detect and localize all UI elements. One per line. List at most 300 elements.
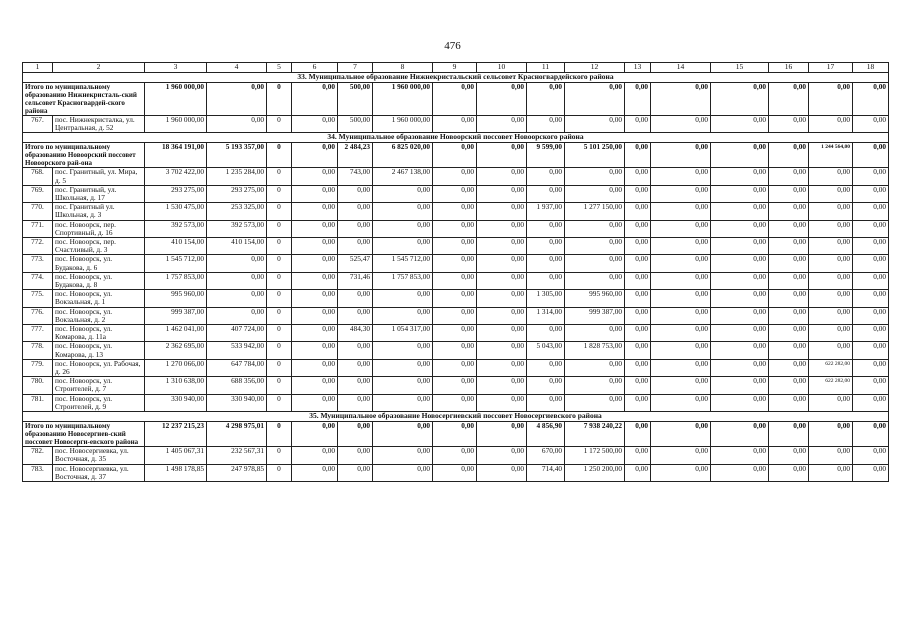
row-value: 410 154,00: [207, 238, 267, 255]
row-value: 0: [267, 255, 292, 272]
row-address: пос. Новоорск, пер. Спортивный, д. 16: [53, 220, 145, 237]
total-value: 0,00: [625, 422, 651, 447]
row-value: 533 942,00: [207, 342, 267, 359]
total-value: 0,00: [769, 422, 809, 447]
total-value: 0,00: [565, 83, 625, 116]
row-value: 0,00: [527, 116, 565, 133]
row-value: 0,00: [373, 185, 433, 202]
row-value: 0,00: [338, 220, 373, 237]
row-value: 0,00: [711, 359, 769, 376]
row-value: 0,00: [711, 307, 769, 324]
row-value: 0,00: [809, 325, 853, 342]
total-value: 0,00: [292, 83, 338, 116]
row-value: 622 282,00: [809, 359, 853, 376]
row-value: 0: [267, 290, 292, 307]
row-value: 1 270 066,00: [145, 359, 207, 376]
row-value: 0,00: [477, 168, 527, 185]
row-value: 0,00: [527, 394, 565, 411]
row-value: 0,00: [853, 203, 889, 220]
total-value: 0,00: [433, 422, 477, 447]
row-value: 0,00: [809, 342, 853, 359]
total-label: Итого по муниципальному образованию Нижнекристаль-ский сельсовет Красногвардей-ского района: [23, 83, 145, 116]
row-value: 0,00: [711, 290, 769, 307]
row-number: 779.: [23, 359, 53, 376]
row-value: 688 356,00: [207, 377, 267, 394]
total-value: 18 364 191,00: [145, 143, 207, 168]
row-value: 0,00: [292, 116, 338, 133]
row-value: 0,00: [207, 307, 267, 324]
row-value: 0,00: [853, 447, 889, 464]
row-value: 0,00: [433, 272, 477, 289]
row-address: пос. Новосергиевка, ул. Восточная, д. 35: [53, 447, 145, 464]
row-number: 770.: [23, 203, 53, 220]
table-row: [23, 185, 889, 202]
row-value: 0,00: [433, 116, 477, 133]
table-row: [23, 394, 889, 411]
row-value: 0,00: [207, 290, 267, 307]
row-value: 0,00: [433, 255, 477, 272]
row-value: 0,00: [769, 238, 809, 255]
row-value: 0,00: [711, 447, 769, 464]
total-value: 0,00: [711, 143, 769, 168]
section-title-row: [23, 73, 889, 83]
row-address: пос. Новоорск, ул. Комарова, д. 11а: [53, 325, 145, 342]
row-value: 0,00: [527, 377, 565, 394]
row-value: 410 154,00: [145, 238, 207, 255]
row-value: 0,00: [625, 220, 651, 237]
row-value: 731,46: [338, 272, 373, 289]
row-value: 0,00: [711, 255, 769, 272]
row-value: 0: [267, 116, 292, 133]
table-body: [23, 63, 889, 482]
row-value: 407 724,00: [207, 325, 267, 342]
column-header: 10: [477, 63, 527, 73]
total-value: 1 960 000,00: [145, 83, 207, 116]
row-value: 525,47: [338, 255, 373, 272]
row-value: 0,00: [207, 116, 267, 133]
row-value: 0,00: [373, 238, 433, 255]
row-value: 1 462 041,00: [145, 325, 207, 342]
row-value: 0,00: [527, 220, 565, 237]
row-value: 999 387,00: [145, 307, 207, 324]
total-value: 0,00: [853, 83, 889, 116]
row-value: 330 940,00: [207, 394, 267, 411]
column-header: 9: [433, 63, 477, 73]
row-value: 0: [267, 342, 292, 359]
table-row: [23, 447, 889, 464]
row-value: 0,00: [853, 255, 889, 272]
row-value: 0,00: [809, 238, 853, 255]
row-value: 0,00: [809, 394, 853, 411]
total-value: 0,00: [769, 83, 809, 116]
row-value: 0,00: [769, 203, 809, 220]
total-value: 0: [267, 83, 292, 116]
row-value: 0,00: [853, 377, 889, 394]
total-value: 0,00: [477, 83, 527, 116]
row-value: 0,00: [853, 290, 889, 307]
column-header: 5: [267, 63, 292, 73]
row-value: 0,00: [769, 359, 809, 376]
row-value: 0,00: [853, 325, 889, 342]
row-address: пос. Новосергиевка, ул. Восточная, д. 37: [53, 464, 145, 481]
row-value: 0,00: [433, 447, 477, 464]
row-address: пос. Новоорск, ул. Строителей, д. 9: [53, 394, 145, 411]
row-value: 0,00: [477, 116, 527, 133]
row-value: 0,00: [711, 238, 769, 255]
row-value: 0,00: [711, 325, 769, 342]
row-value: 0,00: [433, 238, 477, 255]
row-value: 0,00: [207, 255, 267, 272]
row-value: 0,00: [625, 203, 651, 220]
total-row: [23, 422, 889, 447]
row-value: 500,00: [338, 116, 373, 133]
total-value: 4 856,90: [527, 422, 565, 447]
table-row: [23, 325, 889, 342]
row-value: 0,00: [711, 272, 769, 289]
row-address: пос. Новоорск, ул. Вокзальная, д. 2: [53, 307, 145, 324]
row-number: 768.: [23, 168, 53, 185]
total-value: 500,00: [338, 83, 373, 116]
row-value: 1 960 000,00: [145, 116, 207, 133]
row-value: 0,00: [477, 220, 527, 237]
row-value: 0,00: [433, 325, 477, 342]
row-value: 1 314,00: [527, 307, 565, 324]
row-value: 0: [267, 394, 292, 411]
row-value: 0,00: [338, 447, 373, 464]
row-value: 0,00: [338, 238, 373, 255]
row-value: 622 282,00: [809, 377, 853, 394]
row-value: 0,00: [565, 359, 625, 376]
total-value: 9 599,00: [527, 143, 565, 168]
row-value: 0,00: [292, 342, 338, 359]
total-value: 0,00: [433, 143, 477, 168]
column-header: 3: [145, 63, 207, 73]
row-value: 0,00: [565, 272, 625, 289]
table-row: [23, 116, 889, 133]
row-value: 0,00: [565, 116, 625, 133]
row-value: 0,00: [711, 394, 769, 411]
row-value: 1 054 317,00: [373, 325, 433, 342]
row-value: 1 172 500,00: [565, 447, 625, 464]
row-value: 293 275,00: [207, 185, 267, 202]
row-value: 0,00: [433, 220, 477, 237]
row-value: 0,00: [292, 168, 338, 185]
row-value: 0,00: [373, 464, 433, 481]
row-value: 0,00: [433, 168, 477, 185]
row-number: 780.: [23, 377, 53, 394]
row-value: 0,00: [625, 377, 651, 394]
row-value: 0,00: [809, 255, 853, 272]
row-value: 0,00: [769, 255, 809, 272]
row-value: 0,00: [477, 203, 527, 220]
row-value: 0,00: [711, 168, 769, 185]
total-value: 12 237 215,23: [145, 422, 207, 447]
row-value: 0,00: [651, 464, 711, 481]
row-value: 0,00: [292, 307, 338, 324]
row-value: 0,00: [651, 272, 711, 289]
total-value: 6 825 020,00: [373, 143, 433, 168]
total-value: 0,00: [292, 143, 338, 168]
table-row: [23, 290, 889, 307]
row-value: 0,00: [338, 377, 373, 394]
column-header: 11: [527, 63, 565, 73]
row-value: 0: [267, 220, 292, 237]
row-value: 0,00: [338, 342, 373, 359]
row-value: 1 960 000,00: [373, 116, 433, 133]
row-value: 0,00: [651, 168, 711, 185]
row-value: 0,00: [477, 377, 527, 394]
row-value: 0,00: [338, 394, 373, 411]
row-value: 0,00: [433, 307, 477, 324]
row-value: 2 362 695,00: [145, 342, 207, 359]
row-value: 0,00: [809, 307, 853, 324]
row-value: 0,00: [853, 220, 889, 237]
row-value: 0,00: [651, 394, 711, 411]
table-row: [23, 220, 889, 237]
row-value: 0,00: [373, 447, 433, 464]
total-value: 0,00: [809, 422, 853, 447]
row-value: 0,00: [433, 394, 477, 411]
row-value: 0,00: [292, 220, 338, 237]
total-value: 0,00: [651, 422, 711, 447]
row-value: 0,00: [769, 185, 809, 202]
row-value: 0,00: [373, 377, 433, 394]
total-value: 1 960 000,00: [373, 83, 433, 116]
row-value: 0,00: [769, 116, 809, 133]
row-value: 0,00: [433, 377, 477, 394]
row-value: 0,00: [207, 272, 267, 289]
row-value: 5 043,00: [527, 342, 565, 359]
total-row: [23, 143, 889, 168]
column-header: 1: [23, 63, 53, 73]
row-value: 0,00: [565, 325, 625, 342]
row-address: пос. Новоорск, ул. Рабочая, д. 26: [53, 359, 145, 376]
row-value: 0,00: [565, 394, 625, 411]
column-header: 2: [53, 63, 145, 73]
column-header: 6: [292, 63, 338, 73]
table-row: [23, 377, 889, 394]
row-value: 647 784,00: [207, 359, 267, 376]
section-title-row: [23, 133, 889, 143]
row-value: 0,00: [292, 394, 338, 411]
total-value: 0,00: [292, 422, 338, 447]
row-value: 0,00: [769, 464, 809, 481]
row-value: 0,00: [477, 307, 527, 324]
row-value: 392 573,00: [207, 220, 267, 237]
table-row: [23, 464, 889, 481]
column-header: 4: [207, 63, 267, 73]
row-value: 0,00: [625, 185, 651, 202]
row-value: 0,00: [769, 394, 809, 411]
row-number: 775.: [23, 290, 53, 307]
row-value: 0,00: [853, 307, 889, 324]
row-address: пос. Гранитный, ул. Мира, д. 5: [53, 168, 145, 185]
total-value: 0,00: [651, 83, 711, 116]
row-value: 0,00: [651, 447, 711, 464]
row-value: 0,00: [527, 359, 565, 376]
table-row: [23, 255, 889, 272]
row-number: 767.: [23, 116, 53, 133]
column-header: 14: [651, 63, 711, 73]
row-value: 0,00: [853, 464, 889, 481]
row-value: 0,00: [809, 220, 853, 237]
row-value: 999 387,00: [565, 307, 625, 324]
row-number: 783.: [23, 464, 53, 481]
row-number: 774.: [23, 272, 53, 289]
row-value: 0,00: [292, 203, 338, 220]
row-number: 771.: [23, 220, 53, 237]
row-address: пос. Новоорск, ул. Будаковa, д. 6: [53, 255, 145, 272]
total-value: 0,00: [338, 422, 373, 447]
column-header: 16: [769, 63, 809, 73]
row-value: 0,00: [809, 116, 853, 133]
total-value: 5 101 250,00: [565, 143, 625, 168]
row-value: 0: [267, 272, 292, 289]
row-number: 772.: [23, 238, 53, 255]
total-label: Итого по муниципальному образованию Новосергиев-ский поссовет Новосерги-евского района: [23, 422, 145, 447]
row-value: 0,00: [338, 290, 373, 307]
total-value: 0,00: [853, 143, 889, 168]
row-value: 0,00: [769, 447, 809, 464]
row-value: 0,00: [477, 342, 527, 359]
row-value: 0,00: [527, 325, 565, 342]
row-value: 0,00: [527, 255, 565, 272]
row-value: 392 573,00: [145, 220, 207, 237]
row-value: 0,00: [338, 464, 373, 481]
row-value: 0,00: [477, 325, 527, 342]
row-value: 0,00: [565, 238, 625, 255]
row-value: 0,00: [853, 272, 889, 289]
row-value: 0: [267, 359, 292, 376]
row-value: 0,00: [292, 447, 338, 464]
total-row: [23, 83, 889, 116]
row-value: 1 757 853,00: [373, 272, 433, 289]
row-address: пос. Новоорск, ул. Будакова, д. 8: [53, 272, 145, 289]
row-value: 1 277 150,00: [565, 203, 625, 220]
row-value: 0,00: [338, 307, 373, 324]
total-value: 0,00: [433, 83, 477, 116]
row-address: пос. Новоорск, ул. Вокзальная, д. 1: [53, 290, 145, 307]
row-value: 1 305,00: [527, 290, 565, 307]
table-row: [23, 238, 889, 255]
column-header: 7: [338, 63, 373, 73]
row-value: 0,00: [477, 255, 527, 272]
row-value: 0,00: [625, 168, 651, 185]
row-value: 995 960,00: [145, 290, 207, 307]
row-value: 0,00: [769, 272, 809, 289]
total-value: 0,00: [373, 422, 433, 447]
row-value: 0,00: [809, 185, 853, 202]
row-value: 0: [267, 203, 292, 220]
row-value: 1 235 284,00: [207, 168, 267, 185]
row-value: 0: [267, 447, 292, 464]
row-value: 0,00: [651, 359, 711, 376]
total-value: 4 298 975,01: [207, 422, 267, 447]
column-header: 8: [373, 63, 433, 73]
total-value: 0,00: [651, 143, 711, 168]
section-title: 33. Муниципальное образование Нижнекристальский сельсовет Красногвардейского района: [23, 73, 889, 83]
row-value: 0,00: [651, 377, 711, 394]
row-value: 0,00: [853, 116, 889, 133]
row-value: 0,00: [625, 394, 651, 411]
row-value: 0,00: [433, 185, 477, 202]
row-value: 0,00: [527, 185, 565, 202]
row-value: 0: [267, 307, 292, 324]
row-value: 0,00: [292, 464, 338, 481]
row-address: пос. Гранитный, ул. Школьная, д. 17: [53, 185, 145, 202]
row-value: 0,00: [565, 185, 625, 202]
total-value: 0,00: [477, 143, 527, 168]
row-value: 0,00: [853, 185, 889, 202]
row-value: 1 757 853,00: [145, 272, 207, 289]
row-address: пос. Гранитный ул. Школьная, д. 3: [53, 203, 145, 220]
row-value: 0,00: [769, 290, 809, 307]
row-value: 0,00: [769, 220, 809, 237]
total-value: 5 193 357,00: [207, 143, 267, 168]
row-value: 1 828 753,00: [565, 342, 625, 359]
row-value: 0,00: [651, 325, 711, 342]
row-value: 0,00: [651, 307, 711, 324]
row-value: 0,00: [711, 342, 769, 359]
row-address: пос. Нижнекристалка, ул. Центральная, д. 52: [53, 116, 145, 133]
row-value: 0,00: [527, 238, 565, 255]
row-value: 0,00: [338, 359, 373, 376]
table-row: [23, 272, 889, 289]
row-value: 0: [267, 377, 292, 394]
row-value: 0,00: [711, 203, 769, 220]
capital-repair-table: [22, 62, 889, 482]
row-value: 714,40: [527, 464, 565, 481]
row-value: 0,00: [373, 342, 433, 359]
row-value: 0,00: [853, 394, 889, 411]
row-value: 995 960,00: [565, 290, 625, 307]
row-value: 232 567,31: [207, 447, 267, 464]
row-value: 0,00: [565, 220, 625, 237]
column-header: 17: [809, 63, 853, 73]
row-value: 0,00: [292, 325, 338, 342]
row-value: 0,00: [853, 359, 889, 376]
total-value: 0,00: [769, 143, 809, 168]
column-header: 13: [625, 63, 651, 73]
row-value: 0,00: [292, 238, 338, 255]
row-value: 0,00: [625, 255, 651, 272]
row-value: 0,00: [292, 290, 338, 307]
row-value: 0,00: [565, 168, 625, 185]
row-value: 0,00: [809, 168, 853, 185]
total-value: 0,00: [625, 83, 651, 116]
row-value: 0,00: [809, 447, 853, 464]
row-value: 0,00: [711, 116, 769, 133]
row-number: 782.: [23, 447, 53, 464]
row-value: 484,30: [338, 325, 373, 342]
row-value: 0,00: [769, 342, 809, 359]
row-value: 0,00: [853, 238, 889, 255]
row-value: 0,00: [625, 342, 651, 359]
row-value: 0,00: [477, 185, 527, 202]
row-number: 776.: [23, 307, 53, 324]
table-row: [23, 342, 889, 359]
row-value: 0,00: [651, 203, 711, 220]
row-value: 1 405 067,31: [145, 447, 207, 464]
row-value: 0,00: [477, 394, 527, 411]
row-value: 0,00: [853, 168, 889, 185]
row-value: 0,00: [292, 185, 338, 202]
row-value: 0,00: [373, 203, 433, 220]
total-value: 0,00: [853, 422, 889, 447]
row-value: 0,00: [527, 272, 565, 289]
total-value: 0,00: [477, 422, 527, 447]
row-value: 0,00: [651, 255, 711, 272]
